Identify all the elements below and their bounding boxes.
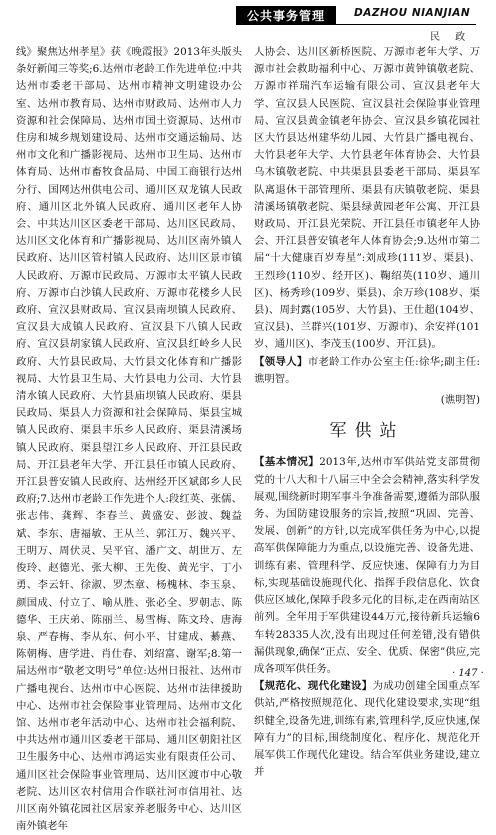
left-column: [16, 44, 242, 833]
modernization-tag: 【规范化、现代化建设】: [254, 680, 373, 693]
subsection-label: 民 政: [430, 32, 472, 43]
modernization-text: 为成功创建全国重点军供站,严格按照规范化、现代化建设要求,实现“组织健全,设备先进,训练有素,管理科学,反应快速,保障有力”的目标,围绕制度化、程序化、规范化开展军供工作现代化建设。结合军供业务建设,建立并: [254, 680, 481, 779]
basic-info-paragraph: [254, 454, 480, 678]
journal-name: DAZHOU NIANJIAN: [354, 7, 471, 19]
leadership-paragraph: [254, 354, 480, 388]
author-signature: (谯明智): [440, 394, 480, 407]
running-header: [0, 0, 496, 24]
section-title: 军供站: [329, 421, 405, 442]
right-column-intro: 人协会、达川区新桥医院、万源市老年大学、万源市社会救助福利中心、万源市黄钟镇敬老院、万源市祥瑞汽车运输有限公司、宣汉县老年大学、宣汉县人民医院、宣汉县社会保险事业管理局、宣汉县黄金镇老年协会、宣汉县乡镇花园社区大竹县达州建华幼儿园、大竹县广播电视台、大竹县老年大学、大竹县老年体育协会、大竹县乌木镇敬老院、中共渠县县委老干部局、渠县军队离退休干部管理所、渠县有庆镇敬老院、渠县清溪场镇敬老院、渠县绿黄园老年公寓、开江县财政局、开江县光荣院、开江县任市镇老年人协会、开江县普安镇老年人体育协会;9.达州市第二届“十大健康百岁寿星”:刘成珍(111岁、渠县)、王烈珍(110岁、经开区)、鞠绍英(110岁、通川区)、杨秀珍(109岁、渠县)、余万珍(108岁、渠县)、周封露(105岁、大竹县)、王仕超(104岁、宣汉县)、兰群兴(101岁、万源市)、余安祥(101岁、通川区)、李茂玉(100岁、开江县)。: [254, 46, 480, 351]
leadership-text: 市老龄工作办公室主任:徐华;副主任:谯明智。: [254, 355, 480, 385]
section-tab: 公共事务管理: [236, 6, 336, 24]
left-column-text: 线》聚焦达州孝星》获《晚霞报》2013年头版头条好新闻三等奖;6.达州市老龄工作先进单位:中共达州市委老干部局、达州市精神文明建设办公室、达州市教育局、达州市财政局、达州市人力资源和社会保障局、达州市国土资源局、达州市住房和城乡规划建设局、达州市交通运输局、达州市文化和广播影视局、达州市卫生局、达州市体育局、达州市畜牧食品局、中国工商银行达州分行、国网达州供电公司、通川区双龙镇人民政府、通川区北外镇人民政府、通川区老年人协会、中共达川区区委老干部局、达川区民政局、达川区文化体育和广播影视局、达川区南外镇人民政府、达川区管村镇人民政府、达川区景市镇人民政府、万源市民政局、万源市太平镇人民政府、万源市白沙镇人民政府、万源市花楼乡人民政府、宣汉县财政局、宣汉县南坝镇人民政府、宣汉县大成镇人民政府、宣汉县下八镇人民政府、宣汉县胡家镇人民政府、宣汉县红岭乡人民政府、大竹县民政局、大竹县文化体育和广播影视局、大竹县卫生局、大竹县电力公司、大竹县清水镇人民政府、大竹县庙坝镇人民政府、渠县民政局、渠县人力资源和社会保障局、渠县宝城镇人民政府、渠县丰乐乡人民政府、渠县清溪场镇人民政府、渠县望江乡人民政府、开江县民政局、开江县老年大学、开江县任市镇人民政府、开江县普安镇人民政府、达州经开区斌郎乡人民政府;7.达州市老龄工作先进个人:段红英、张儒、张志伟、龚辉、李春兰、黄盛安、彭波、魏益斌、李东、唐福敏、王从兰、郭江万、魏兴平、王明万、周伏灵、吴平官、潘广文、胡世万、左俊玲、赵德光、张大柳、王先俊、黄光宇、丁小勇、李云轩、徐淑、罗杰章、杨槐林、李玉泉、颜国成、付立了、喻从胜、张必全、罗朝志、陈德华、王庆弟、陈丽兰、易雪梅、陈文玲、唐海泉、严春梅、李从东、何小平、甘建成、綦燕、陈朝梅、唐学进、肖仕春、刘绍富、谢军;8.第一届达州市“敬老文明号”单位:达州日报社、达州市广播电视台、达州市中心医院、达州市法律援助中心、达州市社会保险事业管理局、达州市文化馆、达州市老年活动中心、达州市社会福利院、中共达州市通川区委老干部局、通川区朝阳社区卫生服务中心、达州市鸿运实业有限责任公司、通川区社会保险事业管理局、达川区渡市中心敬老院、达川区农村信用合作联社河市信用社、达川区南外镇花园社区居家养老服务中心、达川区南外镇老年: [16, 46, 242, 833]
right-column: [254, 44, 480, 781]
leadership-tag: 【领导人】: [254, 355, 308, 368]
basic-info-tag: 【基本情况】: [254, 456, 320, 469]
modernization-paragraph: [254, 678, 480, 781]
page-number: · 147 ·: [452, 668, 484, 679]
header-rule: [236, 24, 476, 25]
basic-info-text: 2013年,达州市军供站党支部贯彻党的十八大和十八届三中全会会精神,落实科学发展观,围绕新时期军事斗争准备需要,遵循为部队服务、为国防建设服务的宗旨,按照“巩固、完善、发展、创新”的方针,以完成军供任务为中心,以提高军供保障能力为重点,以设施完善、设备先进、训练有素、管理科学、反应快速、保障有力为目标,实现基础设施现代化、指挥手段信息化、饮食供应区域化,保障手段多元化的目标,走在西南站区前列。全年用于军供建设44万元,接待新兵运输6车转28335人次,没有出现过任何差错,没有错供漏供现象,确保“正点、安全、优质、保密”供应,完成各项军供任务。: [254, 456, 481, 675]
